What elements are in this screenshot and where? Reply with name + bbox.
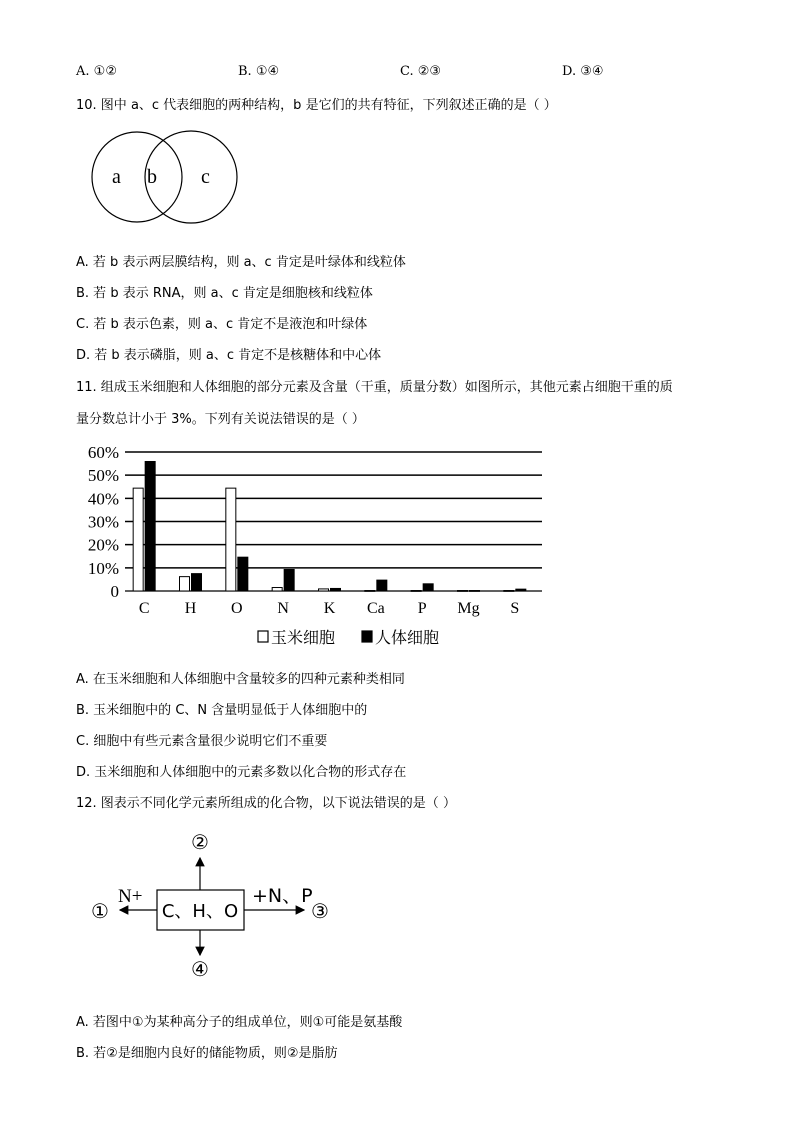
q10-venn-diagram	[85, 120, 245, 232]
label-n-plus: N+	[118, 886, 143, 907]
option-letter: D.	[562, 64, 577, 79]
bar-human-H	[192, 574, 202, 591]
q11-option-c: C. 细胞中有些元素含量很少说明它们不重要	[76, 734, 328, 749]
bar-corn-P	[411, 591, 421, 592]
q9-option-d	[562, 64, 604, 79]
bar-corn-Ca	[365, 591, 375, 592]
q11-option-a: A. 在玉米细胞和人体细胞中含量较多的四种元素种类相同	[76, 672, 405, 687]
x-tick-label: K	[323, 600, 336, 617]
y-tick-label: 40%	[87, 489, 119, 509]
legend-swatch-corn	[258, 631, 268, 642]
bar-human-N	[284, 569, 294, 591]
center-label: C、H、O	[161, 901, 239, 922]
q11-option-b: B. 玉米细胞中的 C、N 含量明显低于人体细胞中的	[76, 703, 368, 718]
q10-option-b: B. 若 b 表示 RNA，则 a、c 肯定是细胞核和线粒体	[76, 286, 373, 301]
y-tick-label: 60%	[87, 443, 119, 462]
bar-human-K	[331, 588, 341, 591]
venn-circle-a	[92, 132, 182, 222]
q9-option-c	[400, 64, 441, 79]
q9-options	[0, 64, 794, 82]
legend-label: 人体细胞	[375, 630, 440, 647]
q10-option-c: C. 若 b 表示色素，则 a、c 肯定不是液泡和叶绿体	[76, 317, 368, 332]
x-tick-label: N	[277, 600, 289, 617]
option-text: ③④	[580, 64, 604, 79]
q10-option-a: A. 若 b 表示两层膜结构，则 a、c 肯定是叶绿体和线粒体	[76, 255, 406, 270]
q11-stem-line2: 量分数总计小于 3%。下列有关说法错误的是（ ）	[76, 412, 365, 427]
q12-stem: 12. 图表示不同化学元素所组成的化合物，以下说法错误的是（ ）	[76, 796, 456, 811]
y-tick-label: 30%	[87, 512, 119, 532]
x-tick-label: H	[184, 600, 197, 617]
bar-human-P	[423, 584, 433, 591]
q9-option-a	[76, 64, 117, 79]
q9-option-b	[238, 64, 279, 79]
legend-label: 玉米细胞	[271, 630, 336, 647]
x-tick-label: O	[231, 600, 243, 617]
q12-compound-diagram	[80, 825, 350, 985]
q11-stem-line1: 11. 组成玉米细胞和人体细胞的部分元素及含量（干重，质量分数）如图所示，其他元素占细胞干重的质	[76, 380, 673, 395]
bar-human-S	[516, 589, 526, 591]
option-text: ①④	[255, 64, 280, 79]
y-tick-label: 10%	[87, 558, 119, 578]
node-1: ①	[91, 899, 109, 923]
bar-corn-S	[504, 591, 514, 592]
x-tick-label: C	[138, 600, 150, 617]
q10-option-d: D. 若 b 表示磷脂，则 a、c 肯定不是核糖体和中心体	[76, 348, 382, 363]
option-text: ②③	[417, 64, 442, 79]
x-tick-label: Mg	[457, 600, 480, 617]
bar-corn-C	[133, 488, 143, 591]
venn-label-c: c	[201, 166, 210, 188]
option-letter: B.	[238, 64, 252, 79]
bar-human-O	[238, 557, 248, 591]
q12-option-a: A. 若图中①为某种高分子的组成单位，则①可能是氨基酸	[76, 1015, 403, 1030]
q12-option-b: B. 若②是细胞内良好的储能物质，则②是脂肪	[76, 1046, 338, 1061]
option-letter: C.	[400, 64, 414, 79]
node-4: ④	[191, 957, 209, 981]
venn-circle-c	[145, 131, 237, 223]
venn-label-b: b	[147, 166, 157, 188]
bar-corn-H	[180, 577, 190, 591]
x-tick-label: P	[417, 600, 427, 617]
bar-human-Ca	[377, 580, 387, 591]
bar-corn-N	[272, 588, 282, 591]
bar-corn-Mg	[458, 591, 468, 592]
bar-corn-K	[319, 589, 329, 591]
bar-human-C	[145, 461, 155, 591]
option-text: ①②	[93, 64, 117, 79]
venn-label-a: a	[112, 166, 121, 188]
y-tick-label: 20%	[87, 535, 119, 555]
y-tick-label: 50%	[87, 466, 119, 486]
node-3: ③	[311, 899, 329, 923]
y-tick-label: 0	[110, 582, 119, 601]
bar-corn-O	[226, 488, 236, 591]
x-tick-label: S	[510, 600, 520, 617]
q11-option-d: D. 玉米细胞和人体细胞中的元素多数以化合物的形式存在	[76, 765, 407, 780]
option-letter: A.	[76, 64, 90, 79]
q10-stem: 10. 图中 a、c 代表细胞的两种结构，b 是它们的共有特征，下列叙述正确的是（ ）	[76, 98, 557, 113]
label-plus-n-p: +N、P	[252, 885, 313, 907]
element-content-bar-chart	[80, 440, 550, 655]
node-2: ②	[191, 830, 209, 854]
bar-human-Mg	[470, 591, 480, 592]
x-tick-label: Ca	[366, 600, 385, 617]
legend-swatch-human	[362, 631, 372, 642]
